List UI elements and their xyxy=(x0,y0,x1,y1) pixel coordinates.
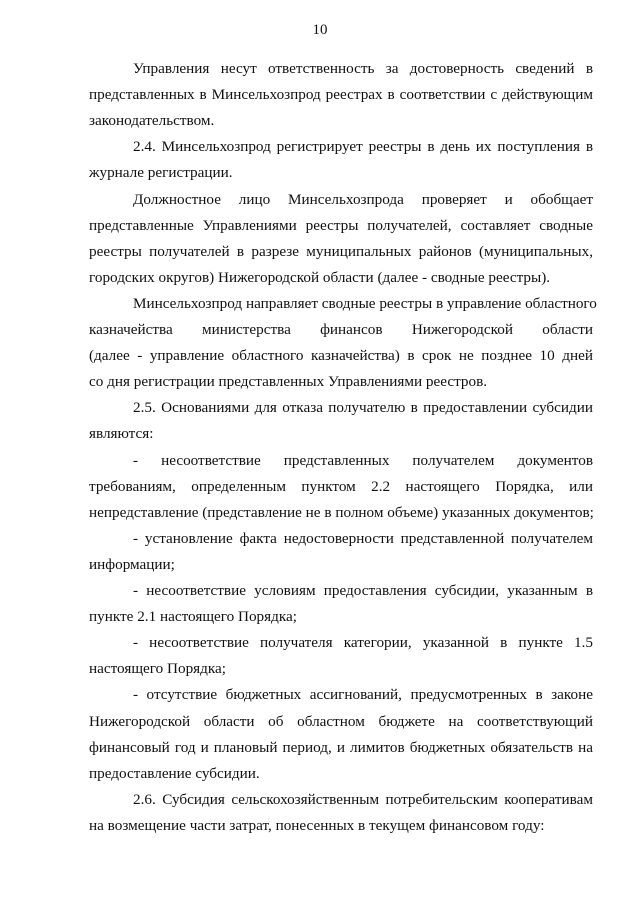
text-line: настоящего Порядка; xyxy=(89,660,226,678)
text-line: представленных в Минсельхозпрод реестрах в соответствии с действующим xyxy=(89,86,593,104)
text-line: предоставление субсидии. xyxy=(89,764,260,782)
text-line: требованиям, определенным пунктом 2.2 настоящего Порядка, или xyxy=(89,477,593,495)
text-line: непредставление (представление не в полном объеме) указанных документов; xyxy=(89,503,594,521)
text-line: представленные Управлениями реестры получателей, составляет сводные xyxy=(89,216,593,234)
text-line: информации; xyxy=(89,555,175,573)
text-line: городских округов) Нижегородской области (далее - сводные реестры). xyxy=(89,268,551,286)
text-line: на возмещение части затрат, понесенных в текущем финансовом году: xyxy=(89,816,545,834)
text-line: Нижегородской области об областном бюджете на соответствующий xyxy=(89,712,593,730)
text-line: - несоответствие представленных получателем документов xyxy=(133,451,593,469)
text-line: пункте 2.1 настоящего Порядка; xyxy=(89,608,297,626)
page-number: 10 xyxy=(312,22,328,38)
text-line: со дня регистрации представленных Управлениями реестров. xyxy=(89,373,488,391)
text-line: законодательством. xyxy=(89,112,215,130)
text-line: 2.4. Минсельхозпрод регистрирует реестры в день их поступления в xyxy=(133,138,593,156)
text-line: Минсельхозпрод направляет сводные реестры в управление областного xyxy=(133,294,597,312)
text-line: реестры получателей в разрезе муниципальных районов (муниципальных, xyxy=(89,242,593,260)
text-line: являются: xyxy=(89,425,154,443)
text-line: Управления несут ответственность за достоверность сведений в xyxy=(133,60,593,77)
text-line: финансовый год и плановый период, и лимитов бюджетных обязательств на xyxy=(89,738,593,756)
text-line: 2.5. Основаниями для отказа получателю в предоставлении субсидии xyxy=(133,399,593,417)
text-line: - отсутствие бюджетных ассигнований, предусмотренных в законе xyxy=(133,686,593,704)
text-line: - несоответствие получателя категории, указанной в пункте 1.5 xyxy=(133,634,593,652)
text-line: Должностное лицо Минсельхозпрода проверяет и обобщает xyxy=(133,190,593,208)
text-line: казначейства министерства финансов Нижегородской области xyxy=(89,321,593,338)
text-line: журнале регистрации. xyxy=(89,164,233,182)
text-line: (далее - управление областного казначейства) в срок не позднее 10 дней xyxy=(89,347,593,365)
text-line: - установление факта недостоверности представленной получателем xyxy=(133,529,593,547)
text-line: 2.6. Субсидия сельскохозяйственным потребительским кооперативам xyxy=(133,790,593,808)
text-line: - несоответствие условиям предоставления субсидии, указанным в xyxy=(133,582,593,599)
